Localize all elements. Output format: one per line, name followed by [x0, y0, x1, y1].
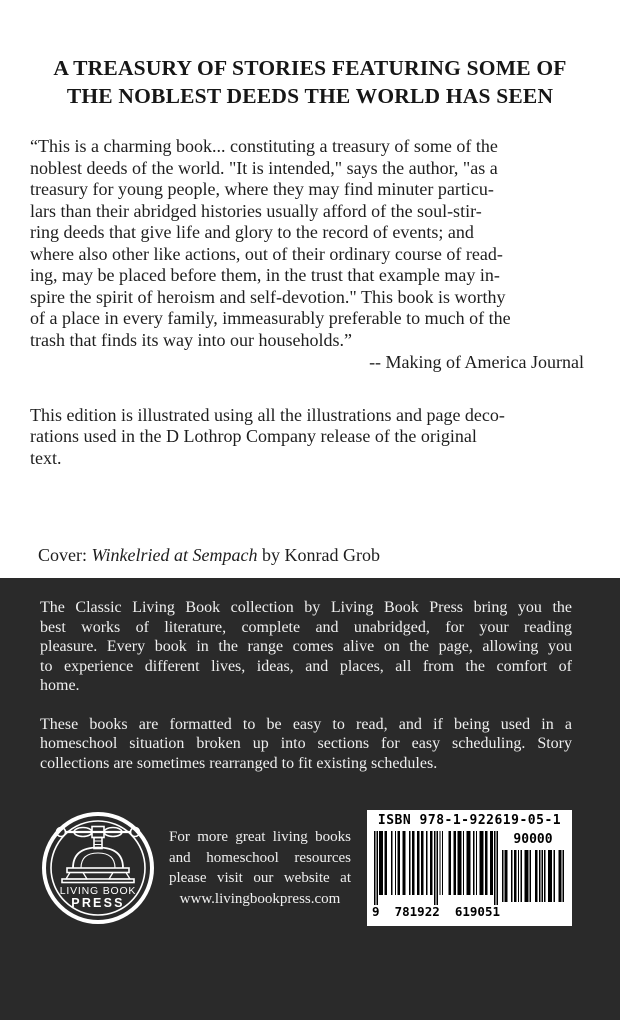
cover-credit-prefix: Cover: [38, 545, 92, 565]
cover-credit-suffix: by Konrad Grob [257, 545, 380, 565]
barcode-bars-main [374, 831, 498, 905]
barcode-digits [372, 905, 500, 919]
isbn-barcode [367, 810, 572, 926]
publisher-blurb-1 [40, 598, 572, 696]
review-line: ring deeds that give life and glory to the record of events; and [30, 222, 474, 242]
blurb-line: best works of literature, complete and unabridged, for your reading [40, 618, 572, 636]
review-line: where also other like actions, out of their ordinary course of read- [30, 243, 503, 264]
blurb-line: home. [40, 677, 80, 694]
website-note [169, 827, 351, 909]
edition-note [30, 405, 590, 470]
review-line: trash that finds its way into our households.” [30, 329, 352, 350]
blurb-line: collections are sometimes rearranged to fit existing schedules. [40, 754, 438, 772]
review-line: of a place in every family, immeasurably preferable to much of the [30, 308, 511, 328]
blurb-line: These books are formatted to be easy to read, and if being used in a [40, 715, 572, 733]
logo-text-line1: LIVING BOOK [59, 885, 137, 897]
blurb-line: The Classic Living Book collection by Living Book Press bring you the [40, 599, 572, 616]
publisher-footer [40, 810, 572, 926]
review-line: treasury for young people, where they may find minuter particu- [30, 179, 494, 199]
review-attribution: -- Making of America Journal [369, 352, 584, 372]
website-note-line: and homeschool resources [169, 849, 351, 866]
website-note-line: please visit our website at [169, 870, 351, 886]
barcode-bars-supplement [502, 850, 564, 902]
barcode-digit-group2: 619051 [454, 904, 500, 919]
review-quote [30, 136, 590, 374]
review-line: ing, may be placed before them, in the trust that example may in- [30, 265, 500, 285]
title-line-2: THE NOBLEST DEEDS THE WORLD HAS SEEN [66, 84, 554, 108]
review-line: noblest deeds of the world. "It is intended," says the author, "as a [30, 157, 498, 178]
barcode-digit-group1: 781922 [394, 904, 440, 919]
blurb-line: homeschool situation broken up into sections for easy scheduling. Story [40, 735, 572, 752]
isbn-label: ISBN 978-1-922619-05-1 [377, 813, 562, 828]
title-line-1: A TREASURY OF STORIES FEATURING SOME OF [53, 56, 567, 80]
publisher-blurb-2 [40, 715, 572, 774]
page-title [30, 54, 590, 110]
review-line: “This is a charming book... constituting a treasury of some of the [30, 136, 498, 156]
publisher-panel [0, 578, 620, 1020]
edition-line: text. [30, 447, 62, 468]
edition-line: rations used in the D Lothrop Company release of the original [30, 426, 477, 446]
cover-credit [30, 544, 590, 566]
edition-line: This edition is illustrated using all the illustrations and page deco- [30, 404, 505, 425]
blurb-line: to experience different lives, ideas, and places, all from the comfort of [40, 657, 572, 675]
website-note-line: For more great living books [169, 829, 351, 845]
book-press-icon [57, 827, 140, 883]
review-line: spire the spirit of heroism and self-devotion." This book is worthy [30, 286, 506, 307]
cover-painting-title: Winkelried at Sempach [91, 545, 258, 565]
website-url: www.livingbookpress.com [179, 890, 341, 907]
logo-text-line2: PRESS [71, 896, 125, 910]
barcode-supplement-number: 90000 [513, 832, 553, 847]
barcode-digit-lead: 9 [372, 904, 380, 919]
living-book-press-logo-icon [40, 810, 156, 926]
blurb-line: pleasure. Every book in the range comes alive on the page, allowing you [40, 638, 572, 655]
review-line: lars than their abridged histories usually afford of the soul-stir- [30, 200, 482, 221]
